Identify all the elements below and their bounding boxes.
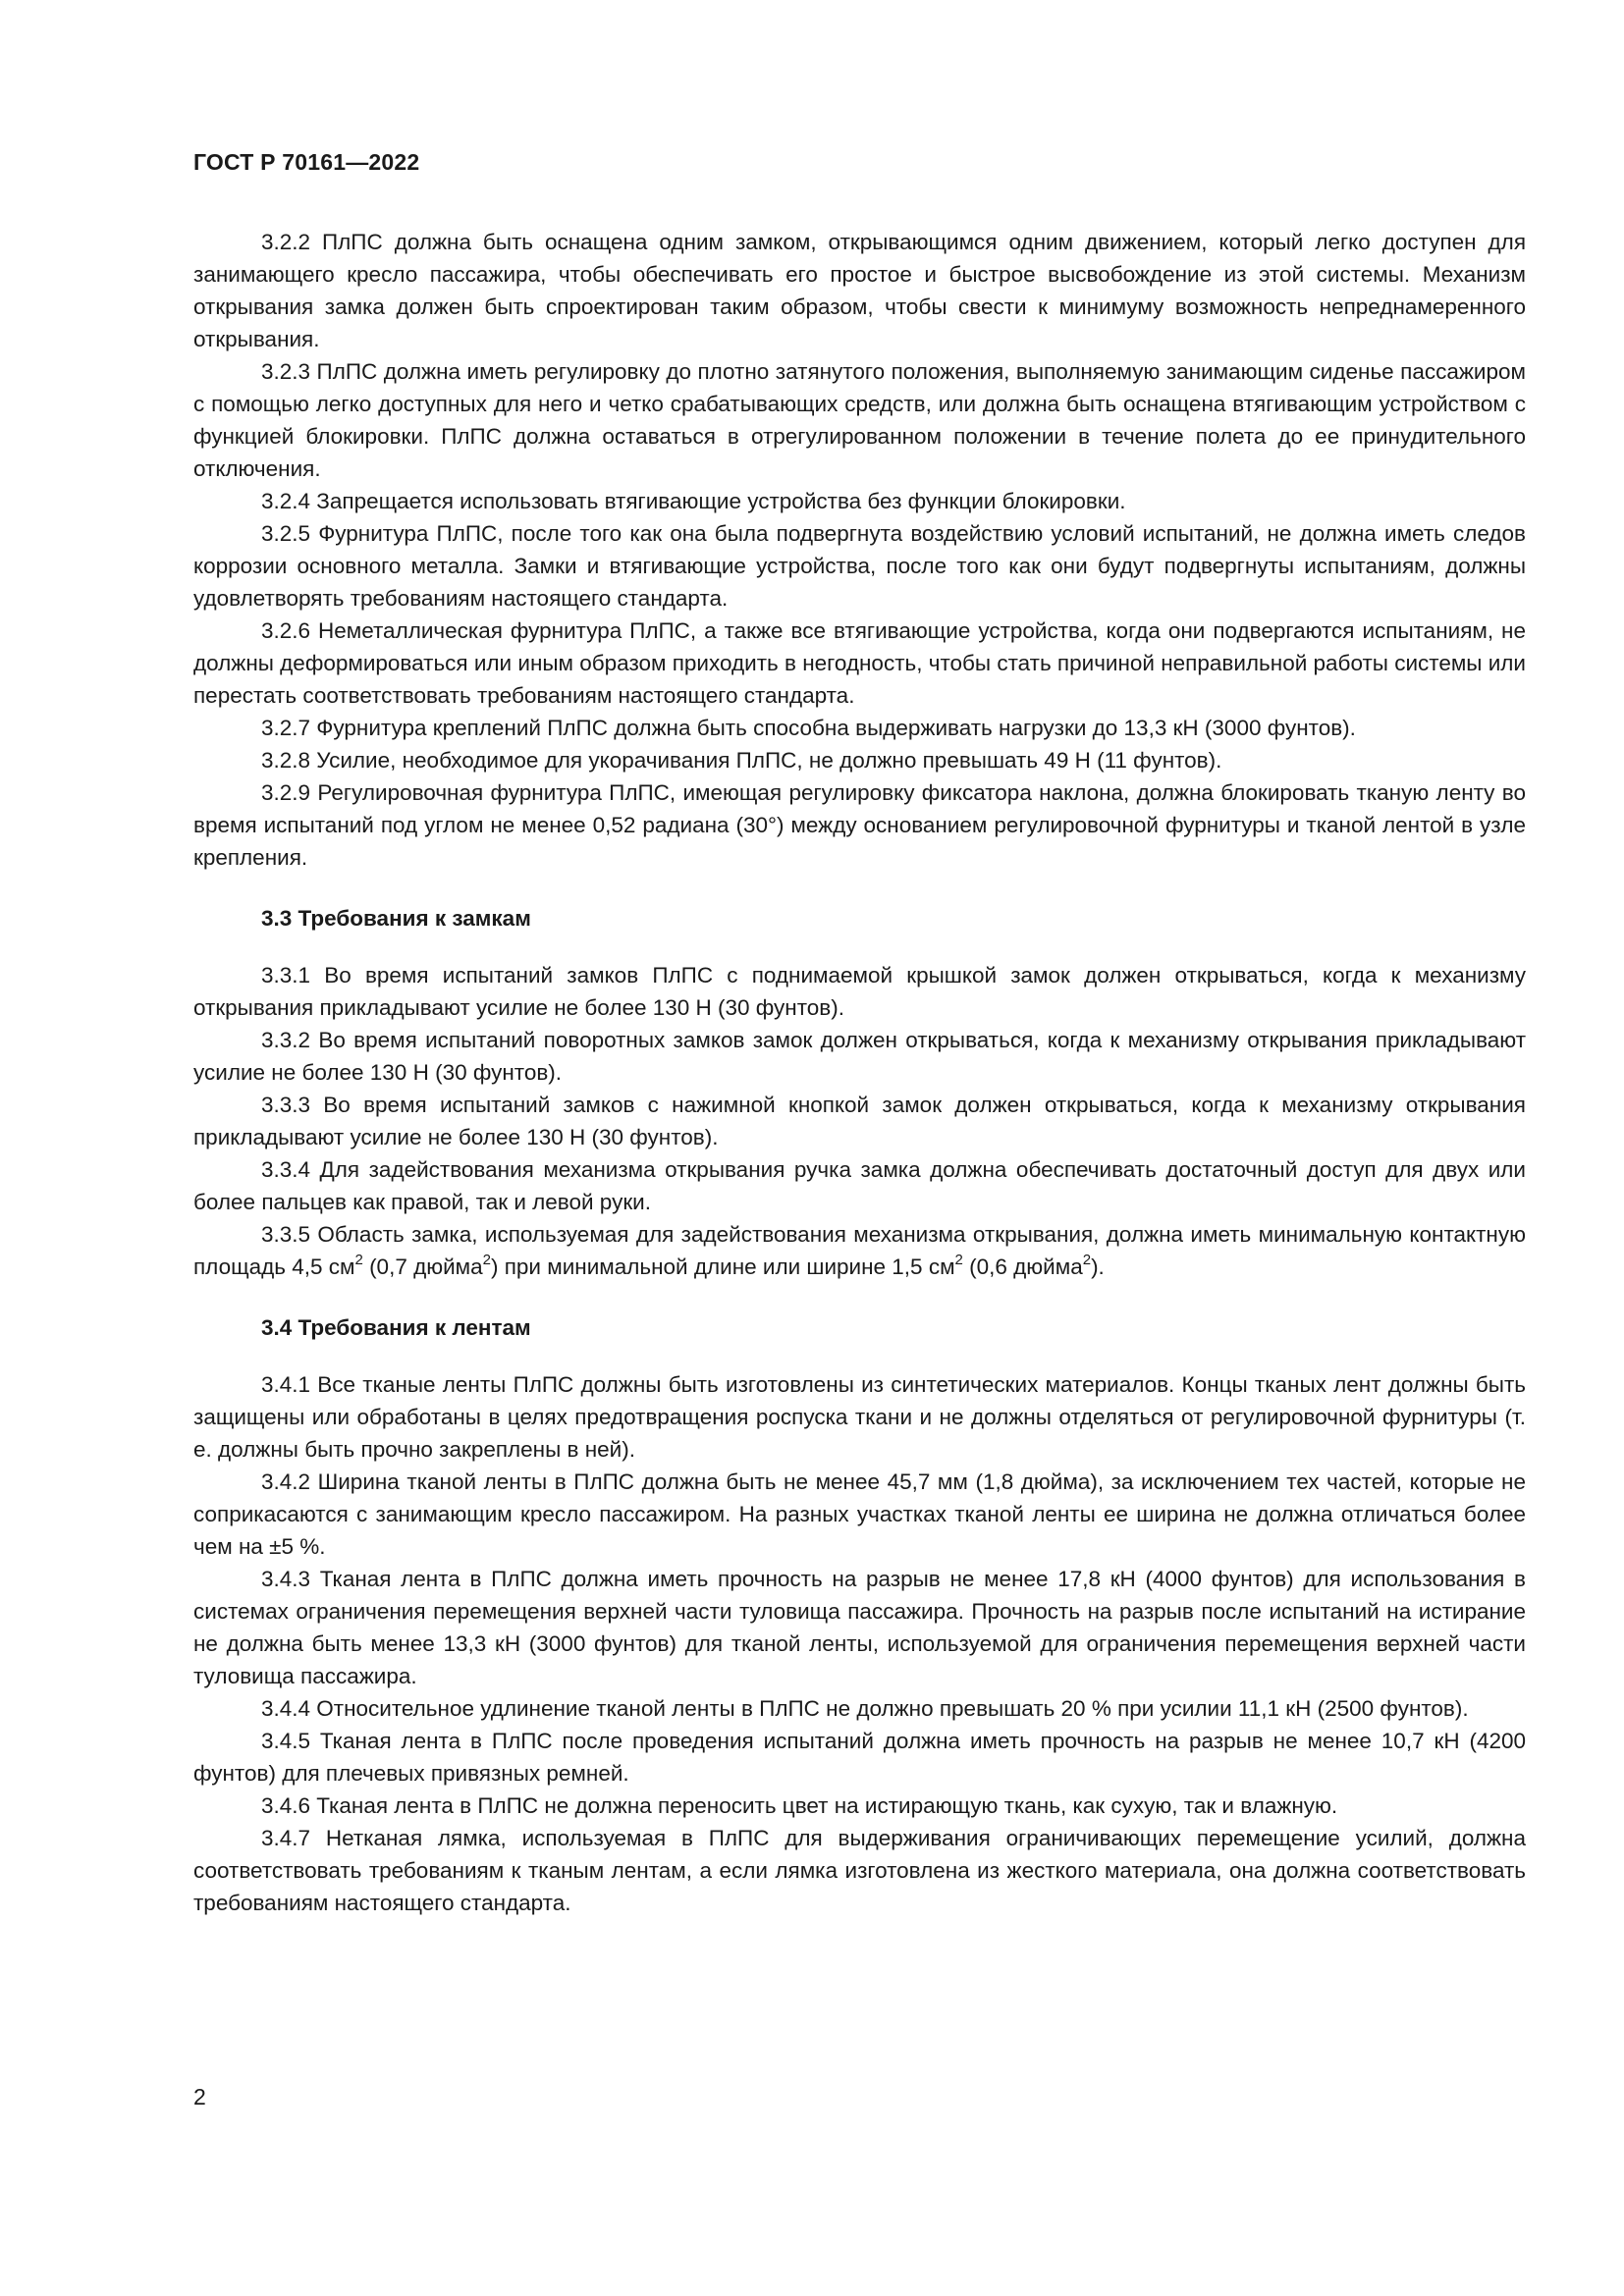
superscript: 2 (1082, 1252, 1092, 1268)
paragraph-3-4-3: 3.4.3 Тканая лента в ПлПС должна иметь прочность на разрыв не менее 17,8 кН (4000 фунтов) для использования в системах ограничения перемещения верхней части туловища пассажира. Прочность на разрыв после испытаний на истирание не должна быть менее 13,3 кН (3000 фунтов) для тканой ленты, используемой для ограничения перемещения верхней части туловища пассажира. (193, 1567, 1526, 1688)
paragraph-3-3-4: 3.3.4 Для задействования механизма открывания ручка замка должна обеспечивать достаточный доступ для двух или более пальцев как правой, так и левой руки. (193, 1157, 1526, 1214)
text-run: ). (1091, 1255, 1105, 1279)
section-heading-3-4: 3.4 Требования к лентам (261, 1315, 531, 1340)
paragraph-3-4-5: 3.4.5 Тканая лента в ПлПС после проведения испытаний должна иметь прочность на разрыв не менее 10,7 кН (4200 фунтов) для плечевых привязных ремней. (193, 1729, 1526, 1786)
paragraph-3-3-1: 3.3.1 Во время испытаний замков ПлПС с поднимаемой крышкой замок должен открываться, когда к механизму открывания прикладывают усилие не более 130 Н (30 фунтов). (193, 963, 1526, 1020)
paragraph-3-4-7: 3.4.7 Нетканая лямка, используемая в ПлПС для выдерживания ограничивающих перемещение усилий, должна соответствовать требованиям к тканым лентам, а если лямка изготовлена из жесткого материала, она должна соответствовать требованиям настоящего стандарта. (193, 1826, 1526, 1915)
page-number: 2 (193, 2084, 206, 2109)
text-run: (0,7 дюйма (362, 1255, 483, 1279)
paragraph-3-4-2: 3.4.2 Ширина тканой ленты в ПлПС должна быть не менее 45,7 мм (1,8 дюйма), за исключением тех частей, которые не соприкасаются с занимающим кресло пассажиром. На разных участках тканой ленты ее ширина не должна отличаться более чем на ±5 %. (193, 1469, 1526, 1559)
paragraph-3-3-5 (193, 1218, 1526, 1283)
paragraph-3-2-4: 3.2.4 Запрещается использовать втягивающие устройства без функции блокировки. (261, 489, 1126, 513)
text-run: 3.3.5 Область замка, используемая для задействования механизма открывания, должна иметь минимальную контактную площадь 4,5 см (193, 1222, 1526, 1279)
document-header: ГОСТ Р 70161—2022 (193, 149, 420, 175)
document-body (193, 226, 1526, 1919)
superscript: 2 (954, 1252, 963, 1268)
paragraph-3-2-9: 3.2.9 Регулировочная фурнитура ПлПС, имеющая регулировку фиксатора наклона, должна блокировать тканую ленту во время испытаний под углом не менее 0,52 радиана (30°) между основанием регулировочной фурнитуры и тканой лентой в узле крепления. (193, 780, 1526, 870)
text-run: (0,6 дюйма (962, 1255, 1083, 1279)
paragraph-3-4-6: 3.4.6 Тканая лента в ПлПС не должна переносить цвет на истирающую ткань, как сухую, так и влажную. (261, 1793, 1338, 1818)
paragraph-3-3-3: 3.3.3 Во время испытаний замков с нажимной кнопкой замок должен открываться, когда к механизму открывания прикладывают усилие не более 130 Н (30 фунтов). (193, 1093, 1526, 1149)
text-run: ) при минимальной длине или ширине 1,5 см (490, 1255, 955, 1279)
paragraph-3-3-2: 3.3.2 Во время испытаний поворотных замков замок должен открываться, когда к механизму открывания прикладывают усилие не более 130 Н (30 фунтов). (193, 1028, 1526, 1085)
section-heading-3-3: 3.3 Требования к замкам (261, 906, 531, 931)
paragraph-3-2-8: 3.2.8 Усилие, необходимое для укорачивания ПлПС, не должно превышать 49 Н (11 фунтов). (261, 748, 1222, 773)
paragraph-3-2-6: 3.2.6 Неметаллическая фурнитура ПлПС, а также все втягивающие устройства, когда они подвергаются испытаниям, не должны деформироваться или иным образом приходить в негодность, чтобы стать причиной неправильной работы системы или перестать соответствовать требованиям настоящего стандарта. (193, 618, 1526, 708)
paragraph-3-2-3: 3.2.3 ПлПС должна иметь регулировку до плотно затянутого положения, выполняемую занимающим сиденье пассажиром с помощью легко доступных для него и четко срабатывающих средств, или должна быть оснащена втягивающим устройством с функцией блокировки. ПлПС должна оставаться в отрегулированном положении в течение полета до ее принудительного отключения. (193, 359, 1526, 481)
superscript: 2 (354, 1252, 363, 1268)
paragraph-3-2-5: 3.2.5 Фурнитура ПлПС, после того как она была подвергнута воздействию условий испытаний, не должна иметь следов коррозии основного металла. Замки и втягивающие устройства, после того как они будут подвергнуты испытаниям, должны удовлетворять требованиям настоящего стандарта. (193, 521, 1526, 611)
paragraph-3-4-4: 3.4.4 Относительное удлинение тканой ленты в ПлПС не должно превышать 20 % при усилии 11,1 кН (2500 фунтов). (261, 1696, 1469, 1721)
paragraph-3-2-7: 3.2.7 Фурнитура креплений ПлПС должна быть способна выдерживать нагрузки до 13,3 кН (3000 фунтов). (261, 716, 1356, 740)
superscript: 2 (482, 1252, 491, 1268)
paragraph-3-2-2: 3.2.2 ПлПС должна быть оснащена одним замком, открывающимся одним движением, который легко доступен для занимающего кресло пассажира, чтобы обеспечивать его простое и быстрое высвобождение из этой системы. Механизм открывания замка должен быть спроектирован таким образом, чтобы свести к минимуму возможность непреднамеренного открывания. (193, 230, 1526, 351)
paragraph-3-4-1: 3.4.1 Все тканые ленты ПлПС должны быть изготовлены из синтетических материалов. Концы тканых лент должны быть защищены или обработаны в целях предотвращения роспуска ткани и не должны отделяться от регулировочной фурнитуры (т. е. должны быть прочно закреплены в ней). (193, 1372, 1526, 1462)
